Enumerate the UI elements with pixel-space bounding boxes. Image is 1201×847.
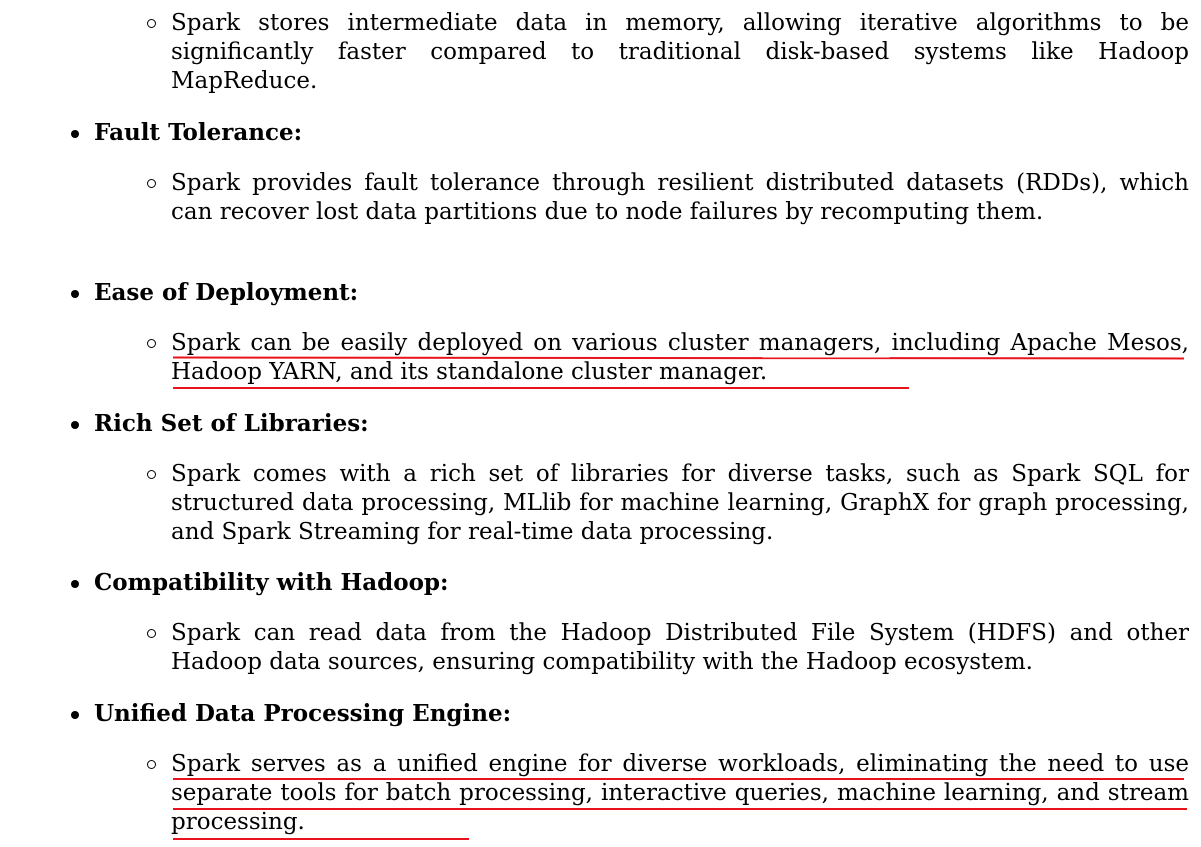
sub-bullet-icon	[146, 629, 158, 641]
item-2-text: Spark can be easily deployed on various cluster managers, including Apache Mesos, Hadoop YARN, and its standalone cluster manager.	[171, 330, 1189, 385]
bullet-icon	[71, 130, 79, 138]
bullet-icon	[71, 580, 79, 588]
sub-bullet-icon	[146, 470, 158, 482]
item-3-text: Spark comes with a rich set of libraries for diverse tasks, such as Spark SQL for structured data processing, MLlib for machine learning, GraphX for graph processing, and Spark Streaming for real-time data processing.	[171, 461, 1189, 545]
highlight-underline	[173, 778, 1184, 780]
item-1-text: Spark provides fault tolerance through resilient distributed datasets (RDDs), which can recover lost data partitions due to node failures by recomputing them.	[171, 170, 1189, 225]
item-3-heading: Rich Set of Libraries:	[94, 410, 369, 437]
bullet-icon	[71, 290, 79, 298]
item-2-heading: Ease of Deployment:	[94, 279, 359, 306]
item-5-heading: Unified Data Processing Engine:	[94, 700, 512, 727]
sub-bullet-icon	[146, 339, 158, 351]
bullet-icon	[71, 711, 79, 719]
sub-bullet-icon	[146, 19, 158, 31]
sub-bullet-icon	[146, 179, 158, 191]
highlight-underline	[173, 838, 469, 840]
item-1-heading: Fault Tolerance:	[94, 119, 303, 146]
highlight-underline	[173, 387, 909, 389]
item-4-text: Spark can read data from the Hadoop Distributed File System (HDFS) and other Hadoop data sources, ensuring compatibility with the Hadoop ecosystem.	[171, 620, 1189, 675]
bullet-icon	[71, 421, 79, 429]
item-5-text: Spark serves as a unified engine for diverse workloads, eliminating the need to use separate tools for batch processing, interactive queries, machine learning, and stream processing.	[171, 751, 1189, 835]
sub-bullet-icon	[146, 760, 158, 772]
item-0-text: Spark stores intermediate data in memory, allowing iterative algorithms to be significantly faster compared to traditional disk-based systems like Hadoop MapReduce.	[171, 10, 1189, 94]
item-4-heading: Compatibility with Hadoop:	[94, 569, 449, 596]
highlight-underline	[173, 808, 1187, 810]
